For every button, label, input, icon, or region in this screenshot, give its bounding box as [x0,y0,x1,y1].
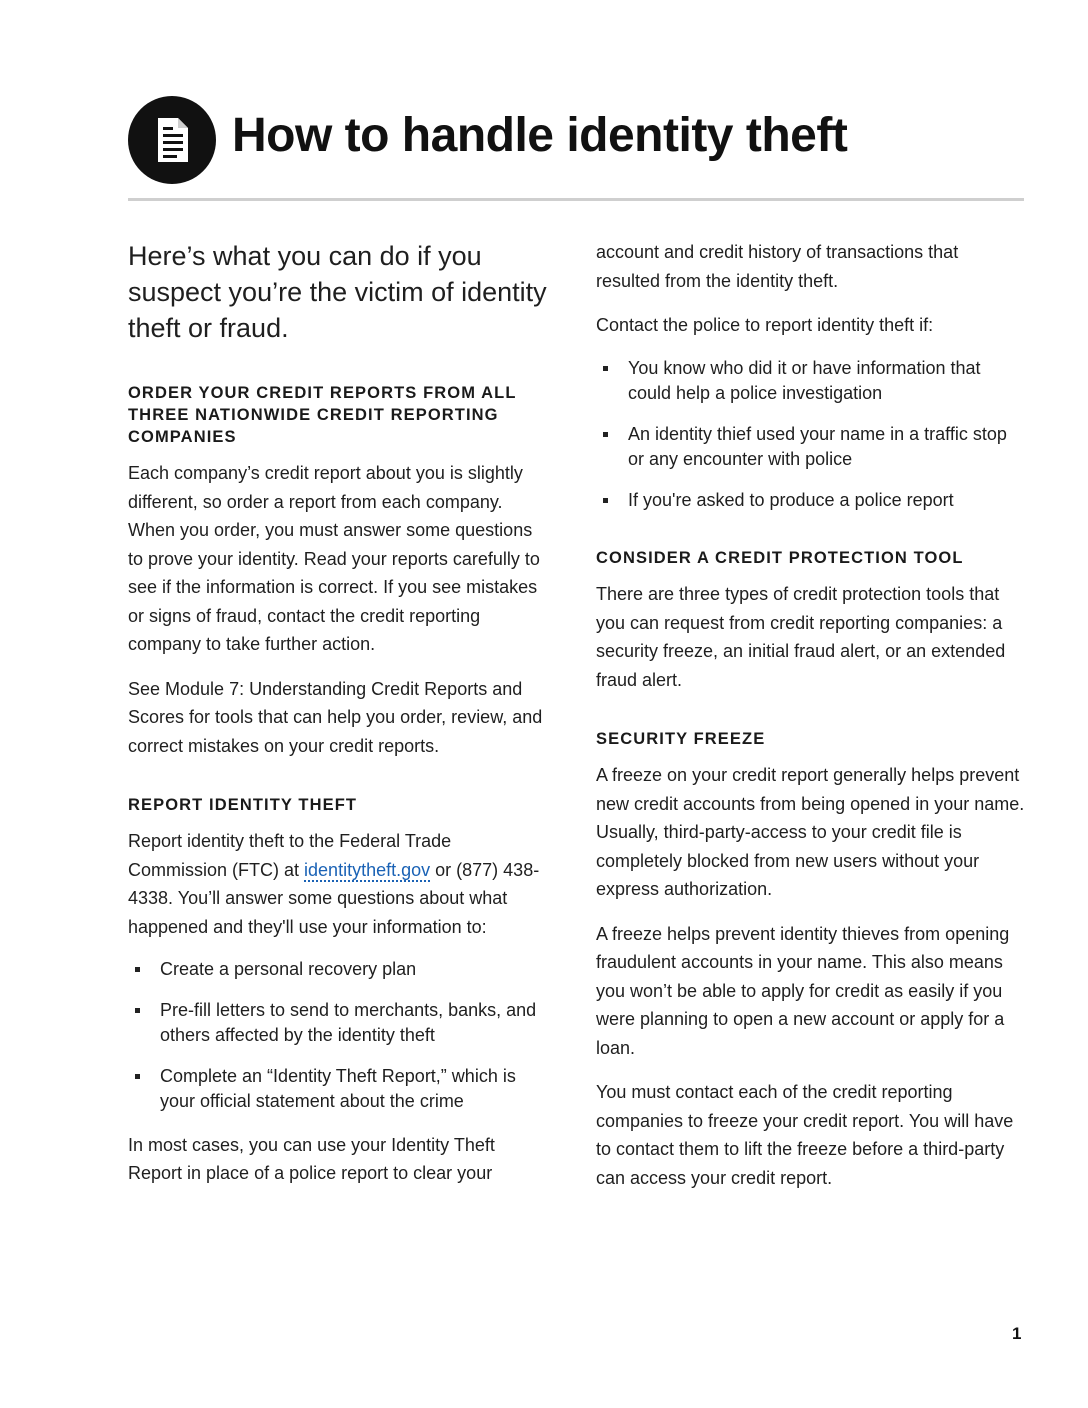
identity-theft-report-paragraph: In most cases, you can use your Identity Theft Report in place of a police report to clear your [128,1134,495,1183]
page-header [128,96,1024,186]
section-heading-credit-protection: CONSIDER A CREDIT PROTECTION TOOL [596,549,964,567]
security-freeze-paragraph-2: A freeze helps prevent identity thieves from opening fraudulent accounts in your name. This also means you won’t be able to apply for credit as easily if you were planning to open a new account or apply for a loan. [596,923,1010,1058]
left-column [128,238,548,1204]
module-reference-paragraph: See Module 7: Understanding Credit Reports and Scores for tools that can help you order, review, and correct mistakes on your credit reports. [128,678,543,756]
intro-text: Here’s what you can do if you suspect you’re the victim of identity theft or fraud. [128,241,547,343]
police-intro-paragraph: Contact the police to report identity theft if: [596,315,934,335]
section-heading-report-theft: REPORT IDENTITY THEFT [128,796,358,814]
security-freeze-paragraph-1: A freeze on your credit report generally helps prevent new credit accounts from being opened in your name. Usually, third-party-access to your credit file is completely blocked from new users without your express authorization. [596,765,1025,899]
report-theft-paragraph [128,827,548,941]
list-item: Create a personal recovery plan [128,957,548,983]
report-theft-text-after: or (877) 438-4338. You’ll answer some questions about what happened and they'll use your information to: [128,859,540,937]
security-freeze-paragraph-3: You must contact each of the credit reporting companies to freeze your credit report. You will have to contact them to lift the freeze before a third-party can access your credit report. [596,1082,1014,1188]
header-divider [128,198,1024,201]
section-heading-order-reports: ORDER YOUR CREDIT REPORTS FROM ALL THREE NATIONWIDE CREDIT REPORTING COMPANIES [128,384,517,446]
ftc-bullet-list [128,957,548,1115]
police-bullet-list [596,356,1026,514]
credit-protection-paragraph: There are three types of credit protection tools that you can request from credit reporting companies: a security freeze, an initial fraud alert, or an extended fraud alert. [596,584,1006,690]
document-icon [128,96,216,184]
continued-paragraph: account and credit history of transactions that resulted from the identity theft. [596,242,959,291]
list-item: Pre-fill letters to send to merchants, banks, and others affected by the identity theft [128,998,548,1049]
page-title: How to handle identity theft [232,109,848,162]
list-item: If you're asked to produce a police report [596,488,1026,514]
page-number: 1 [1012,1324,1022,1343]
section-heading-security-freeze: SECURITY FREEZE [596,730,766,748]
right-column [596,238,1026,1208]
list-item: Complete an “Identity Theft Report,” which is your official statement about the crime [128,1064,548,1115]
report-theft-text-before: Report identity theft to the Federal Trade Commission (FTC) at [128,831,452,880]
list-item: An identity thief used your name in a traffic stop or any encounter with police [596,422,1026,473]
identitytheft-link[interactable]: identitytheft.gov [304,859,431,880]
list-item: You know who did it or have information that could help a police investigation [596,356,1026,407]
order-reports-paragraph: Each company’s credit report about you is slightly different, so order a report from each company. When you order, you must answer some questions to prove your identity. Read your reports carefully to see if the information is correct. If you see mistakes or signs of fraud, contact the credit reporting company to take further action. [128,463,540,654]
